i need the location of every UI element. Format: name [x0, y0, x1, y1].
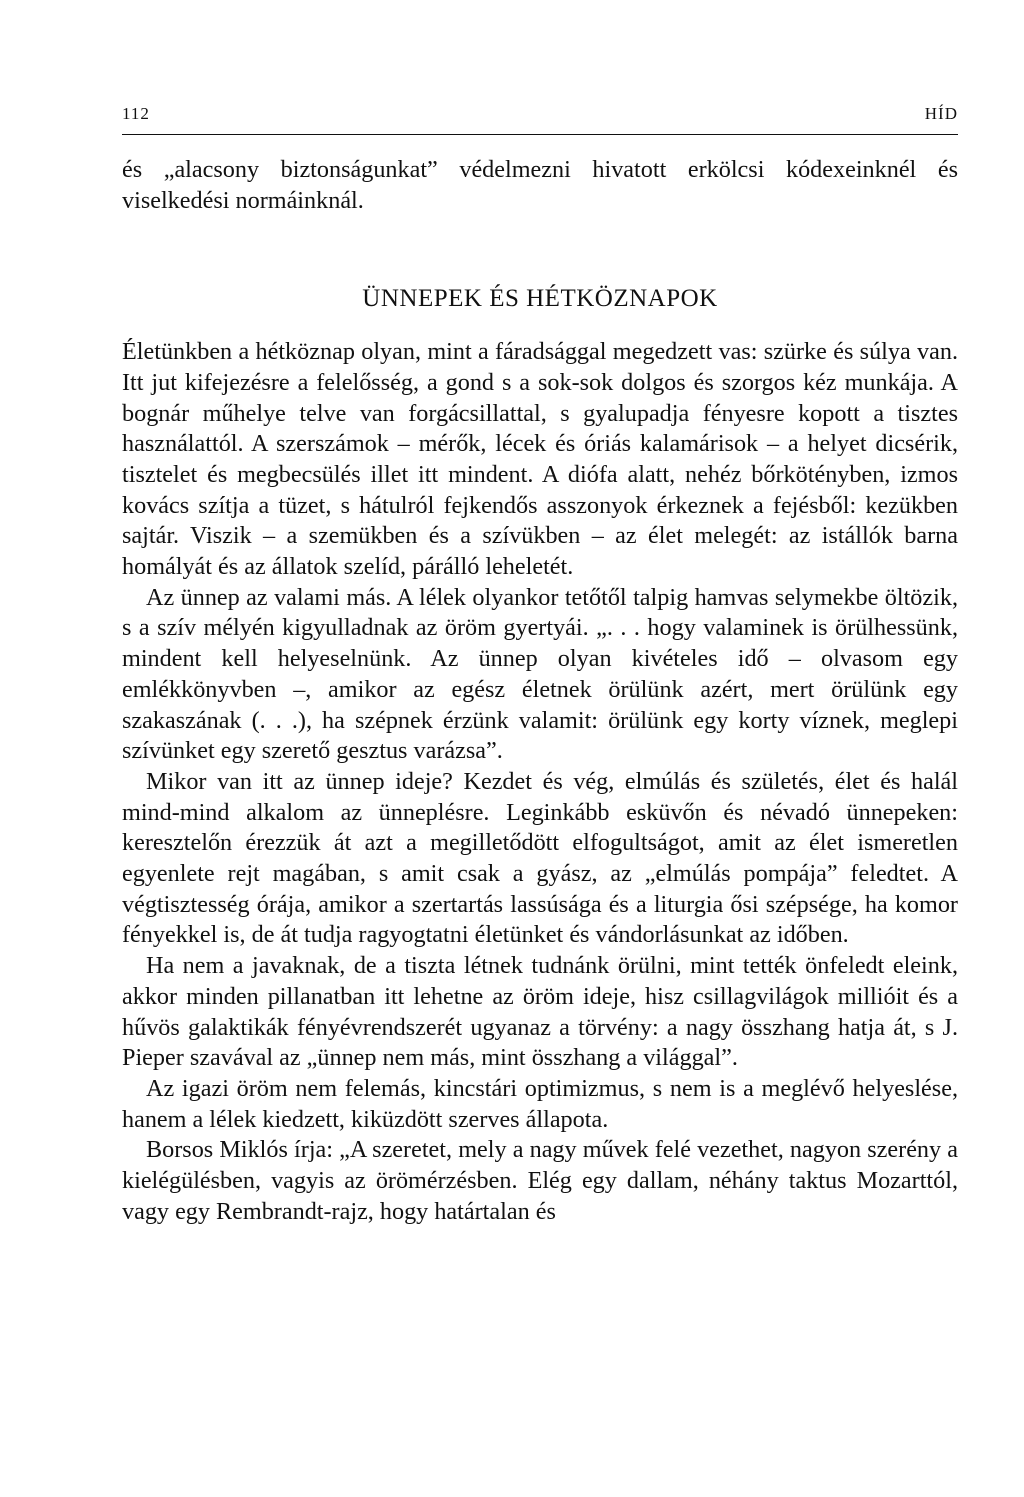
paragraph-6: Borsos Miklós írja: „A szeretet, mely a nagy művek felé vezethet, nagyon szerény a kielégülésben, vagyis az örömérzésben. Elég egy dallam, néhány taktus Mozarttól, vagy egy Rembrandt-rajz, hogy határtalan és	[122, 1136, 958, 1225]
journal-title: HÍD	[924, 104, 958, 123]
paragraph-3: Mikor van itt az ünnep ideje? Kezdet és vég, elmúlás és születés, élet és halál mind-mind alkalom az ünneplésre. Leginkább esküvőn és névadó ünnepeken: keresztelőn érezzük át azt a megilletődött elfogultságot, amit az élet ismeretlen egyenlete rejt magában, s amit csak a gyász, az „elmúlás pompája” feledtet. A végtisztesség órája, amikor a szertartás lassúsága és a liturgia ősi szépsége, ha komor fényekkel is, de át tudja ragyogtatni életünket és vándorlásunkat az időben.	[122, 767, 958, 949]
document-page	[122, 100, 958, 1225]
header-rule	[122, 134, 958, 135]
paragraph-2: Az ünnep az valami más. A lélek olyankor tetőtől talpig hamvas selymekbe öltözik, s a szív mélyén kigyulladnak az öröm gyertyái. „. . . hogy valaminek is örülhessünk, mindent kell helyeselnünk. Az ünnep olyan kivételes idő – olvasom egy emlékkönyvben –, amikor az egész életnek örülünk azért, mert örülünk egy szakaszának (. . .), ha szépnek érzünk valamit: örülünk egy korty víznek, meglepi szívünket egy szerető gesztus varázsa”.	[122, 583, 958, 765]
paragraph-1: Életünkben a hétköznap olyan, mint a fáradsággal megedzett vas: szürke és súlya van. Itt jut kifejezésre a felelősség, a gond s a sok-sok dolgos és szorgos kéz munkája. A bognár műhelye telve van forgácsillattal, s gyalupadja fényesre kopott a tisztes használattól. A szerszámok – mérők, lécek és óriás kalamárisok – a helyet dicsérik, tisztelet és megbecsülés illet itt mindent. A diófa alatt, nehéz bőrkötényben, izmos kovács szítja a tüzet, s hátulról fejkendős asszonyok érkeznek a fejésből: kezükben sajtár. Viszik – a szemükben és a szívükben – az élet melegét: az istállók barna homályát és az állatok szelíd, párálló leheletét.	[122, 338, 958, 581]
section-heading: ÜNNEPEK ÉS HÉTKÖZNAPOK	[362, 285, 718, 313]
intro-paragraph: és „alacsony biztonságunkat” védelmezni hivatott erkölcsi kódexeinknél és viselkedési normáinknál.	[122, 156, 958, 214]
page-number: 112	[122, 104, 150, 123]
article-body	[122, 155, 958, 1228]
paragraph-5: Az igazi öröm nem felemás, kincstári optimizmus, s nem is a meglévő helyeslése, hanem a lélek kiedzett, kiküzdött szerves állapota.	[122, 1074, 958, 1133]
paragraph-4: Ha nem a javaknak, de a tiszta létnek tudnánk örülni, mint tették önfeledt eleink, akkor minden pillanatban itt lehetne az öröm ideje, hisz csillagvilágok millióit és a hűvös galaktikák fényévrendszerét ugyanaz a törvény: a nagy összhang hatja át, s J. Pieper szavával az „ünnep nem más, mint összhang a világgal”.	[122, 952, 958, 1072]
running-header	[122, 100, 958, 128]
